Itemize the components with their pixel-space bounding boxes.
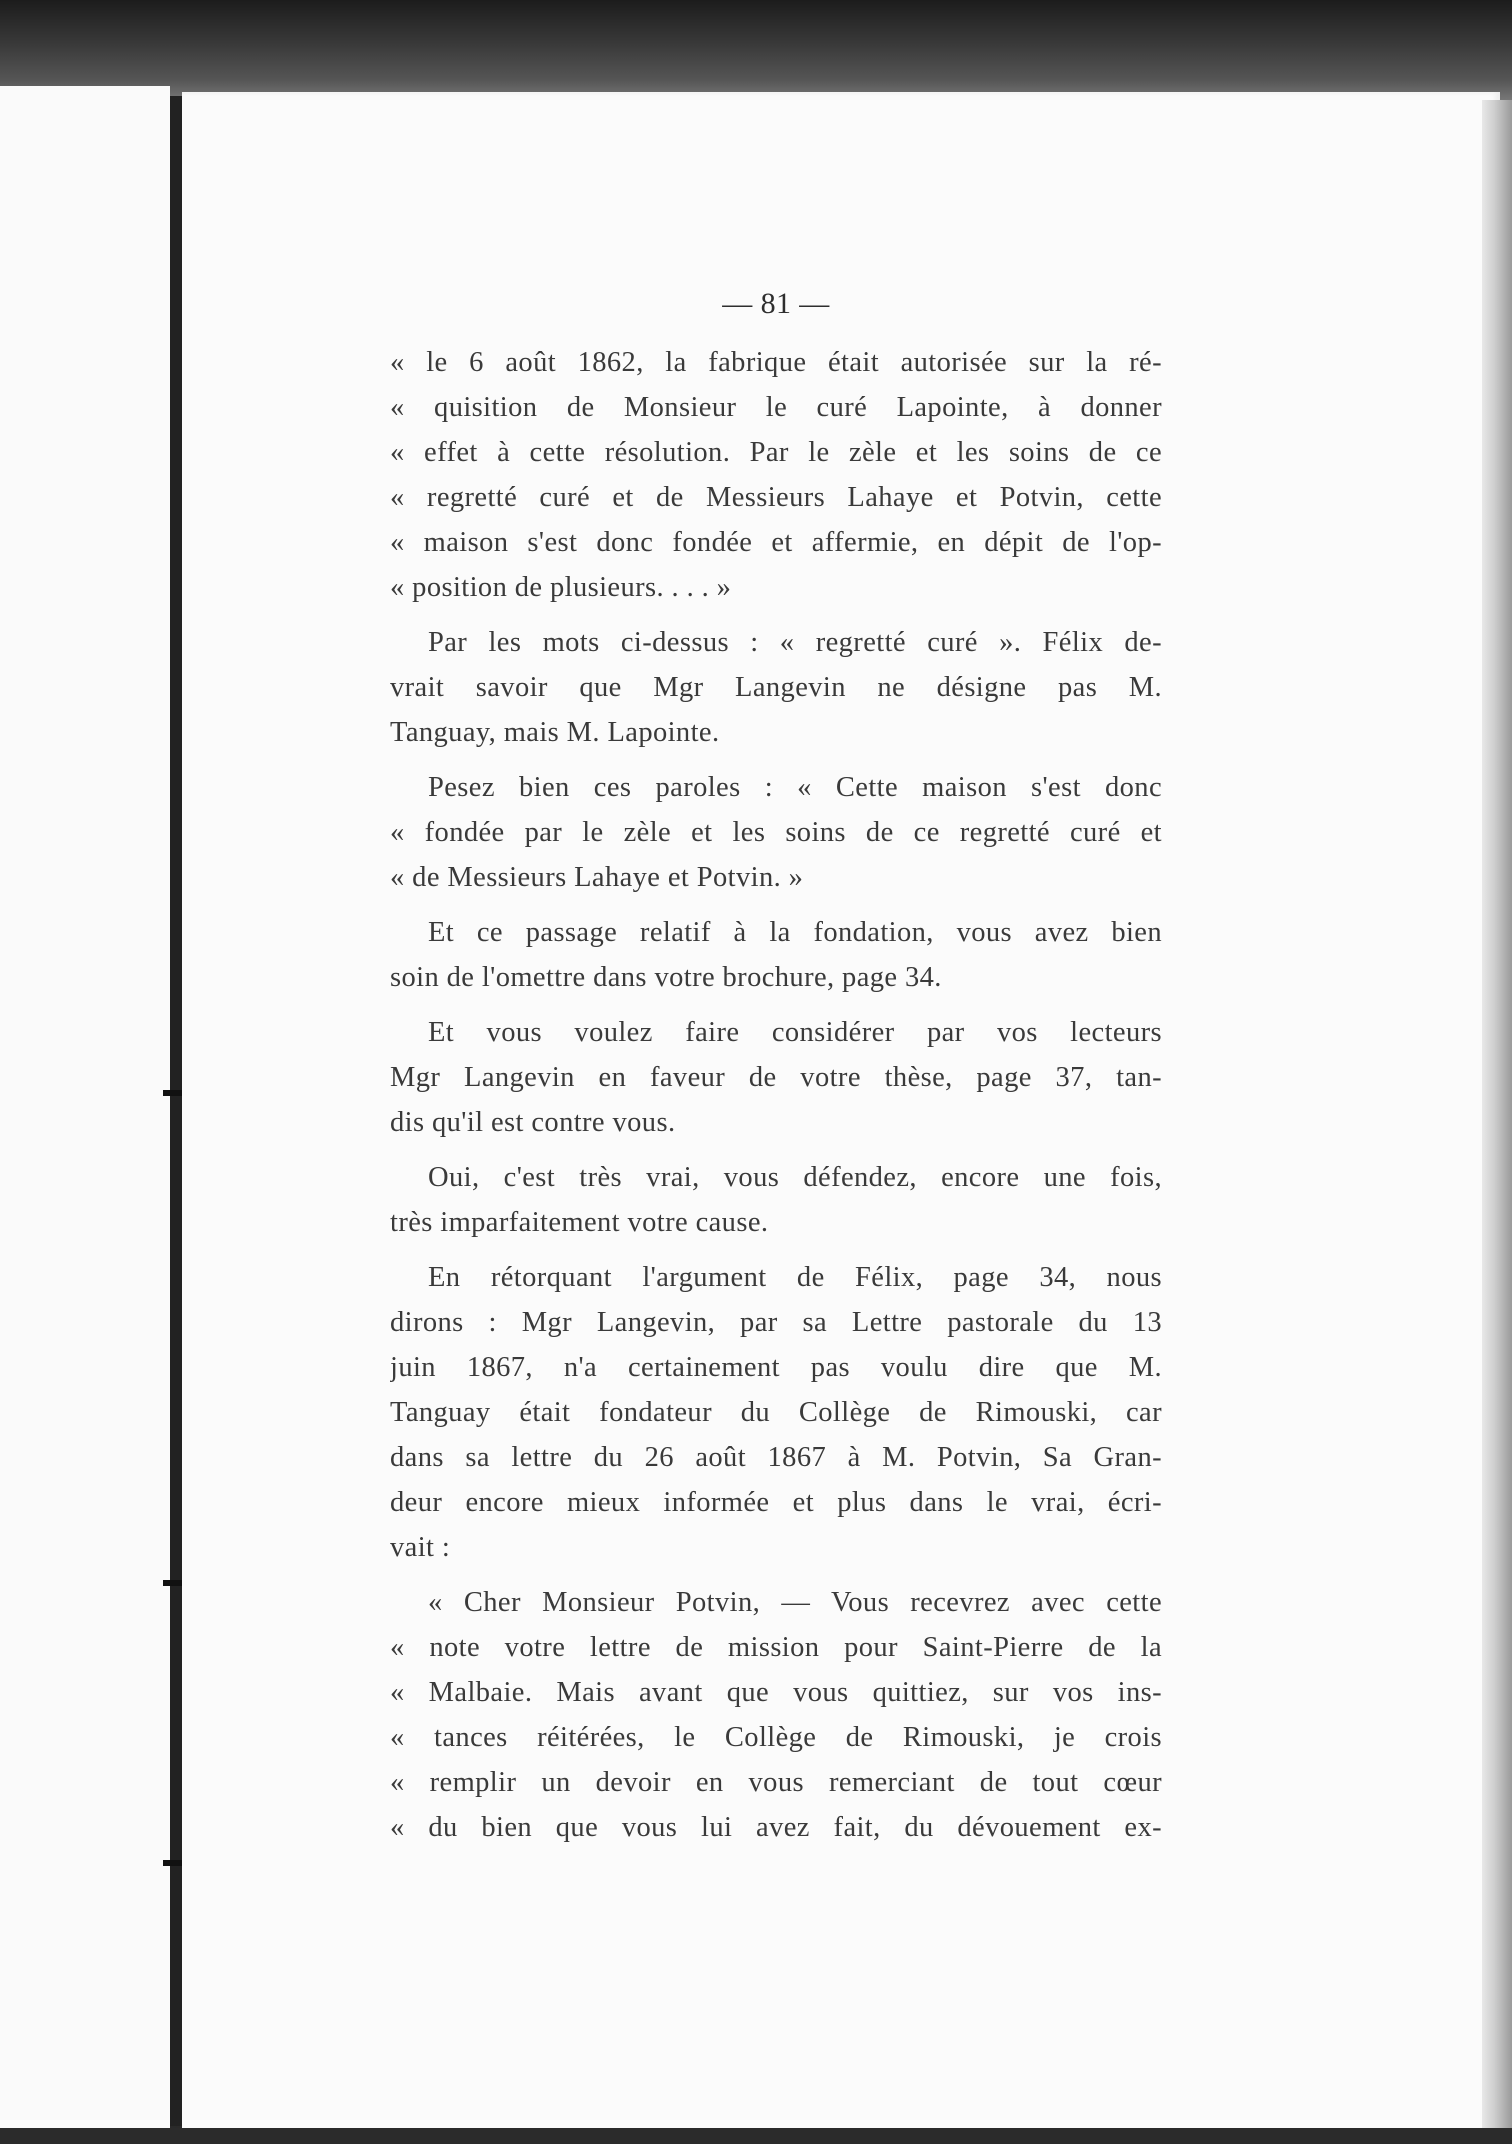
text-line: Mgr Langevin en faveur de votre thèse, page 37, tan- [390, 1062, 1162, 1093]
page-edge-shadow [1482, 100, 1512, 2130]
text-line: « regretté curé et de Messieurs Lahaye et Potvin, cette [390, 482, 1162, 513]
text-line: vait : [390, 1532, 451, 1563]
text-block [390, 282, 1162, 1860]
body-text [390, 340, 1162, 1850]
text-line: très imparfaitement votre cause. [390, 1207, 769, 1238]
paragraph [390, 1255, 1162, 1570]
text-line: dans sa lettre du 26 août 1867 à M. Potvin, Sa Gran- [390, 1442, 1162, 1473]
text-line: En rétorquant l'argument de Félix, page 34, nous [428, 1262, 1162, 1293]
text-line: « maison s'est donc fondée et affermie, en dépit de l'op- [390, 527, 1162, 558]
paragraph [390, 340, 1162, 610]
scanner-top-edge [0, 0, 1512, 100]
text-line: « fondée par le zèle et les soins de ce regretté curé et [390, 817, 1162, 848]
paragraph [390, 1155, 1162, 1245]
text-line: Et vous voulez faire considérer par vos lecteurs [428, 1017, 1162, 1048]
text-line: dis qu'il est contre vous. [390, 1107, 676, 1138]
text-line: « quisition de Monsieur le curé Lapointe, à donner [390, 392, 1162, 423]
text-line: « remplir un devoir en vous remerciant de tout cœur [390, 1767, 1162, 1798]
text-line: Oui, c'est très vrai, vous défendez, encore une fois, [428, 1162, 1162, 1193]
text-line: « le 6 août 1862, la fabrique était autorisée sur la ré- [390, 347, 1162, 378]
paragraph [390, 910, 1162, 1000]
text-line: Tanguay, mais M. Lapointe. [390, 717, 720, 748]
scanner-bottom-edge [0, 2128, 1512, 2144]
book-binding [170, 96, 182, 2126]
paragraph [390, 1010, 1162, 1145]
text-line: Tanguay était fondateur du Collège de Rimouski, car [390, 1397, 1162, 1428]
left-page-margin [0, 86, 170, 2136]
text-line: « de Messieurs Lahaye et Potvin. » [390, 862, 804, 893]
text-line: « effet à cette résolution. Par le zèle et les soins de ce [390, 437, 1162, 468]
text-line: « du bien que vous lui avez fait, du dévouement ex- [390, 1812, 1162, 1843]
text-line: juin 1867, n'a certainement pas voulu dire que M. [390, 1352, 1162, 1383]
paragraph [390, 765, 1162, 900]
text-line: soin de l'omettre dans votre brochure, page 34. [390, 962, 942, 993]
page-number: — 81 — [722, 287, 830, 320]
text-line: « Malbaie. Mais avant que vous quittiez, sur vos ins- [390, 1677, 1162, 1708]
text-line: deur encore mieux informée et plus dans le vrai, écri- [390, 1487, 1162, 1518]
paragraph [390, 620, 1162, 755]
paragraph [390, 1580, 1162, 1850]
text-line: Par les mots ci-dessus : « regretté curé ». Félix de- [428, 627, 1162, 658]
text-line: vrait savoir que Mgr Langevin ne désigne pas M. [390, 672, 1162, 703]
text-line: « Cher Monsieur Potvin, — Vous recevrez avec cette [428, 1587, 1162, 1618]
text-line: « tances réitérées, le Collège de Rimouski, je crois [390, 1722, 1162, 1753]
text-line: « note votre lettre de mission pour Saint-Pierre de la [390, 1632, 1162, 1663]
text-line: Et ce passage relatif à la fondation, vous avez bien [428, 917, 1162, 948]
text-line: Pesez bien ces paroles : « Cette maison s'est donc [428, 772, 1162, 803]
text-line: dirons : Mgr Langevin, par sa Lettre pastorale du 13 [390, 1307, 1162, 1338]
text-line: « position de plusieurs. . . . » [390, 572, 732, 603]
